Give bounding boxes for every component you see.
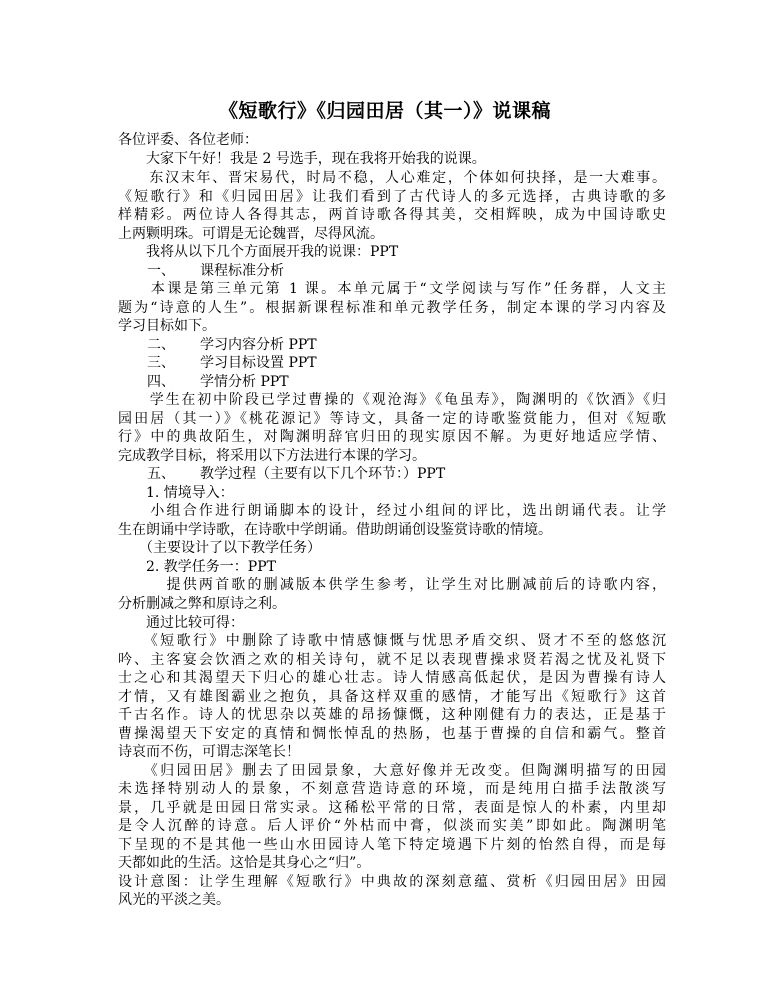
paragraph-line: 才情，又有雄图霸业之抱负，具备这样双重的感情，才能写出《短歌行》这首	[118, 689, 666, 705]
paragraph-line: 大家下午好！我是 2 号选手，现在我将开始我的说课。	[118, 151, 486, 167]
section-heading: 学情分析 PPT	[200, 374, 289, 390]
paragraph-line: 通过比较可得：	[118, 615, 244, 631]
section-number: 一、	[147, 263, 175, 279]
paragraph-line: 园田居（其一）》《桃花源记》等诗文，具备一定的诗歌鉴赏能力，但对《短歌	[118, 411, 666, 427]
paragraph-line: 2. 教学任务一：PPT	[118, 559, 276, 575]
paragraph-line: 上两颗明珠。可谓是无论魏晋，尽得风流。	[118, 226, 384, 242]
section-number: 五、	[147, 466, 175, 482]
paragraph-line: 诗哀而不伤，可谓志深笔长！	[118, 744, 300, 760]
section-number: 二、	[147, 337, 175, 353]
section-heading: 学习内容分析 PPT	[200, 337, 317, 353]
paragraph-line: 本课是第三单元第 1 课。本单元属于“文学阅读与写作”任务群，人文主	[118, 281, 666, 297]
paragraph-line: 提供两首歌的删减版本供学生参考，让学生对比删减前后的诗歌内容，	[118, 577, 666, 593]
paragraph-line: 完成教学目标，将采用以下方法进行本课的学习。	[118, 448, 426, 464]
paragraph-line: 学习目标如下。	[118, 318, 216, 334]
paragraph-line: 《归园田居》删去了田园景象，大意好像并无改变。但陶渊明描写的田园	[118, 763, 666, 779]
paragraph-line: 样精彩。两位诗人各得其志，两首诗歌各得其美，交相辉映，成为中国诗歌史	[118, 207, 666, 223]
paragraph-line: 未选择特别动人的景象，不刻意营造诗意的环境，而是纯用白描手法散淡写	[118, 781, 666, 797]
paragraph-line: 士之心和其渴望天下归心的雄心壮志。诗人情感高低起伏，是因为曹操有诗人	[118, 670, 666, 686]
paragraph-line: 吟、主客宴会饮酒之欢的相关诗句，就不足以表现曹操求贤若渴之忧及礼贤下	[118, 652, 666, 668]
paragraph-line: （主要设计了以下教学任务）	[118, 540, 321, 556]
document-title: 《短歌行》《归园田居（其一）》说课稿	[218, 100, 551, 122]
paragraph-line: 曹操渴望天下安定的真情和惆怅悼乱的热肠，也基于曹操的自信和霸气。整首	[118, 726, 666, 742]
paragraph-line: 景，几乎就是田园日常实录。这稀松平常的日常，表面是惊人的朴素，内里却	[118, 800, 666, 816]
design-intent-line: 设计意图：让学生理解《短歌行》中典故的深刻意蕴、赏析《归园田居》田园	[118, 874, 666, 890]
paragraph-line: 《短歌行》和《归园田居》让我们看到了古代诗人的多元选择，古典诗歌的多	[118, 189, 666, 205]
design-intent-line: 风光的平淡之美。	[118, 892, 230, 908]
section-heading: 教学过程（主要有以下几个环节：）PPT	[200, 466, 446, 482]
paragraph-line: 东汉末年、晋宋易代，时局不稳，人心难定，个体如何抉择，是一大难事。	[118, 170, 666, 186]
paragraph-line: 行》中的典故陌生，对陶渊明辞官归田的现实原因不解。为更好地适应学情、	[118, 429, 666, 445]
paragraph-line: 《短歌行》中删除了诗歌中情感慷慨与忧思矛盾交织、贤才不至的悠悠沉	[118, 633, 666, 649]
paragraph-line: 千古名作。诗人的忧思杂以英雄的昂扬慷慨，这种刚健有力的表达，正是基于	[118, 707, 666, 723]
paragraph-line: 题为“诗意的人生”。根据新课程标准和单元教学任务，制定本课的学习内容及	[118, 300, 666, 316]
paragraph-line: 是令人沉醉的诗意。后人评价“外枯而中膏，似淡而实美”即如此。陶渊明笔	[118, 818, 666, 834]
salutation: 各位评委、各位老师：	[118, 132, 258, 148]
paragraph-line: 分析删减之弊和原诗之利。	[118, 596, 286, 612]
paragraph-line: 我将从以下几个方面展开我的说课：PPT	[118, 244, 399, 260]
section-heading: 课程标准分析	[200, 263, 284, 279]
paragraph-line: 下呈现的不是其他一些山水田园诗人笔下特定境遇下片刻的怡然自得，而是每	[118, 837, 666, 853]
section-heading: 学习目标设置 PPT	[200, 355, 317, 371]
section-number: 四、	[147, 374, 175, 390]
paragraph-line: 天都如此的生活。这恰是其身心之“归”。	[118, 855, 371, 871]
paragraph-line: 学生在初中阶段已学过曹操的《观沧海》《龟虽寿》，陶渊明的《饮酒》《归	[118, 392, 666, 408]
section-number: 三、	[147, 355, 175, 371]
paragraph-line: 小组合作进行朗诵脚本的设计，经过小组间的评比，选出朗诵代表。让学	[118, 503, 666, 519]
paragraph-line: 生在朗诵中学诗歌，在诗歌中学朗诵。借助朗诵创设鉴赏诗歌的情境。	[118, 522, 552, 538]
paragraph-line: 1. 情境导入：	[118, 485, 234, 501]
